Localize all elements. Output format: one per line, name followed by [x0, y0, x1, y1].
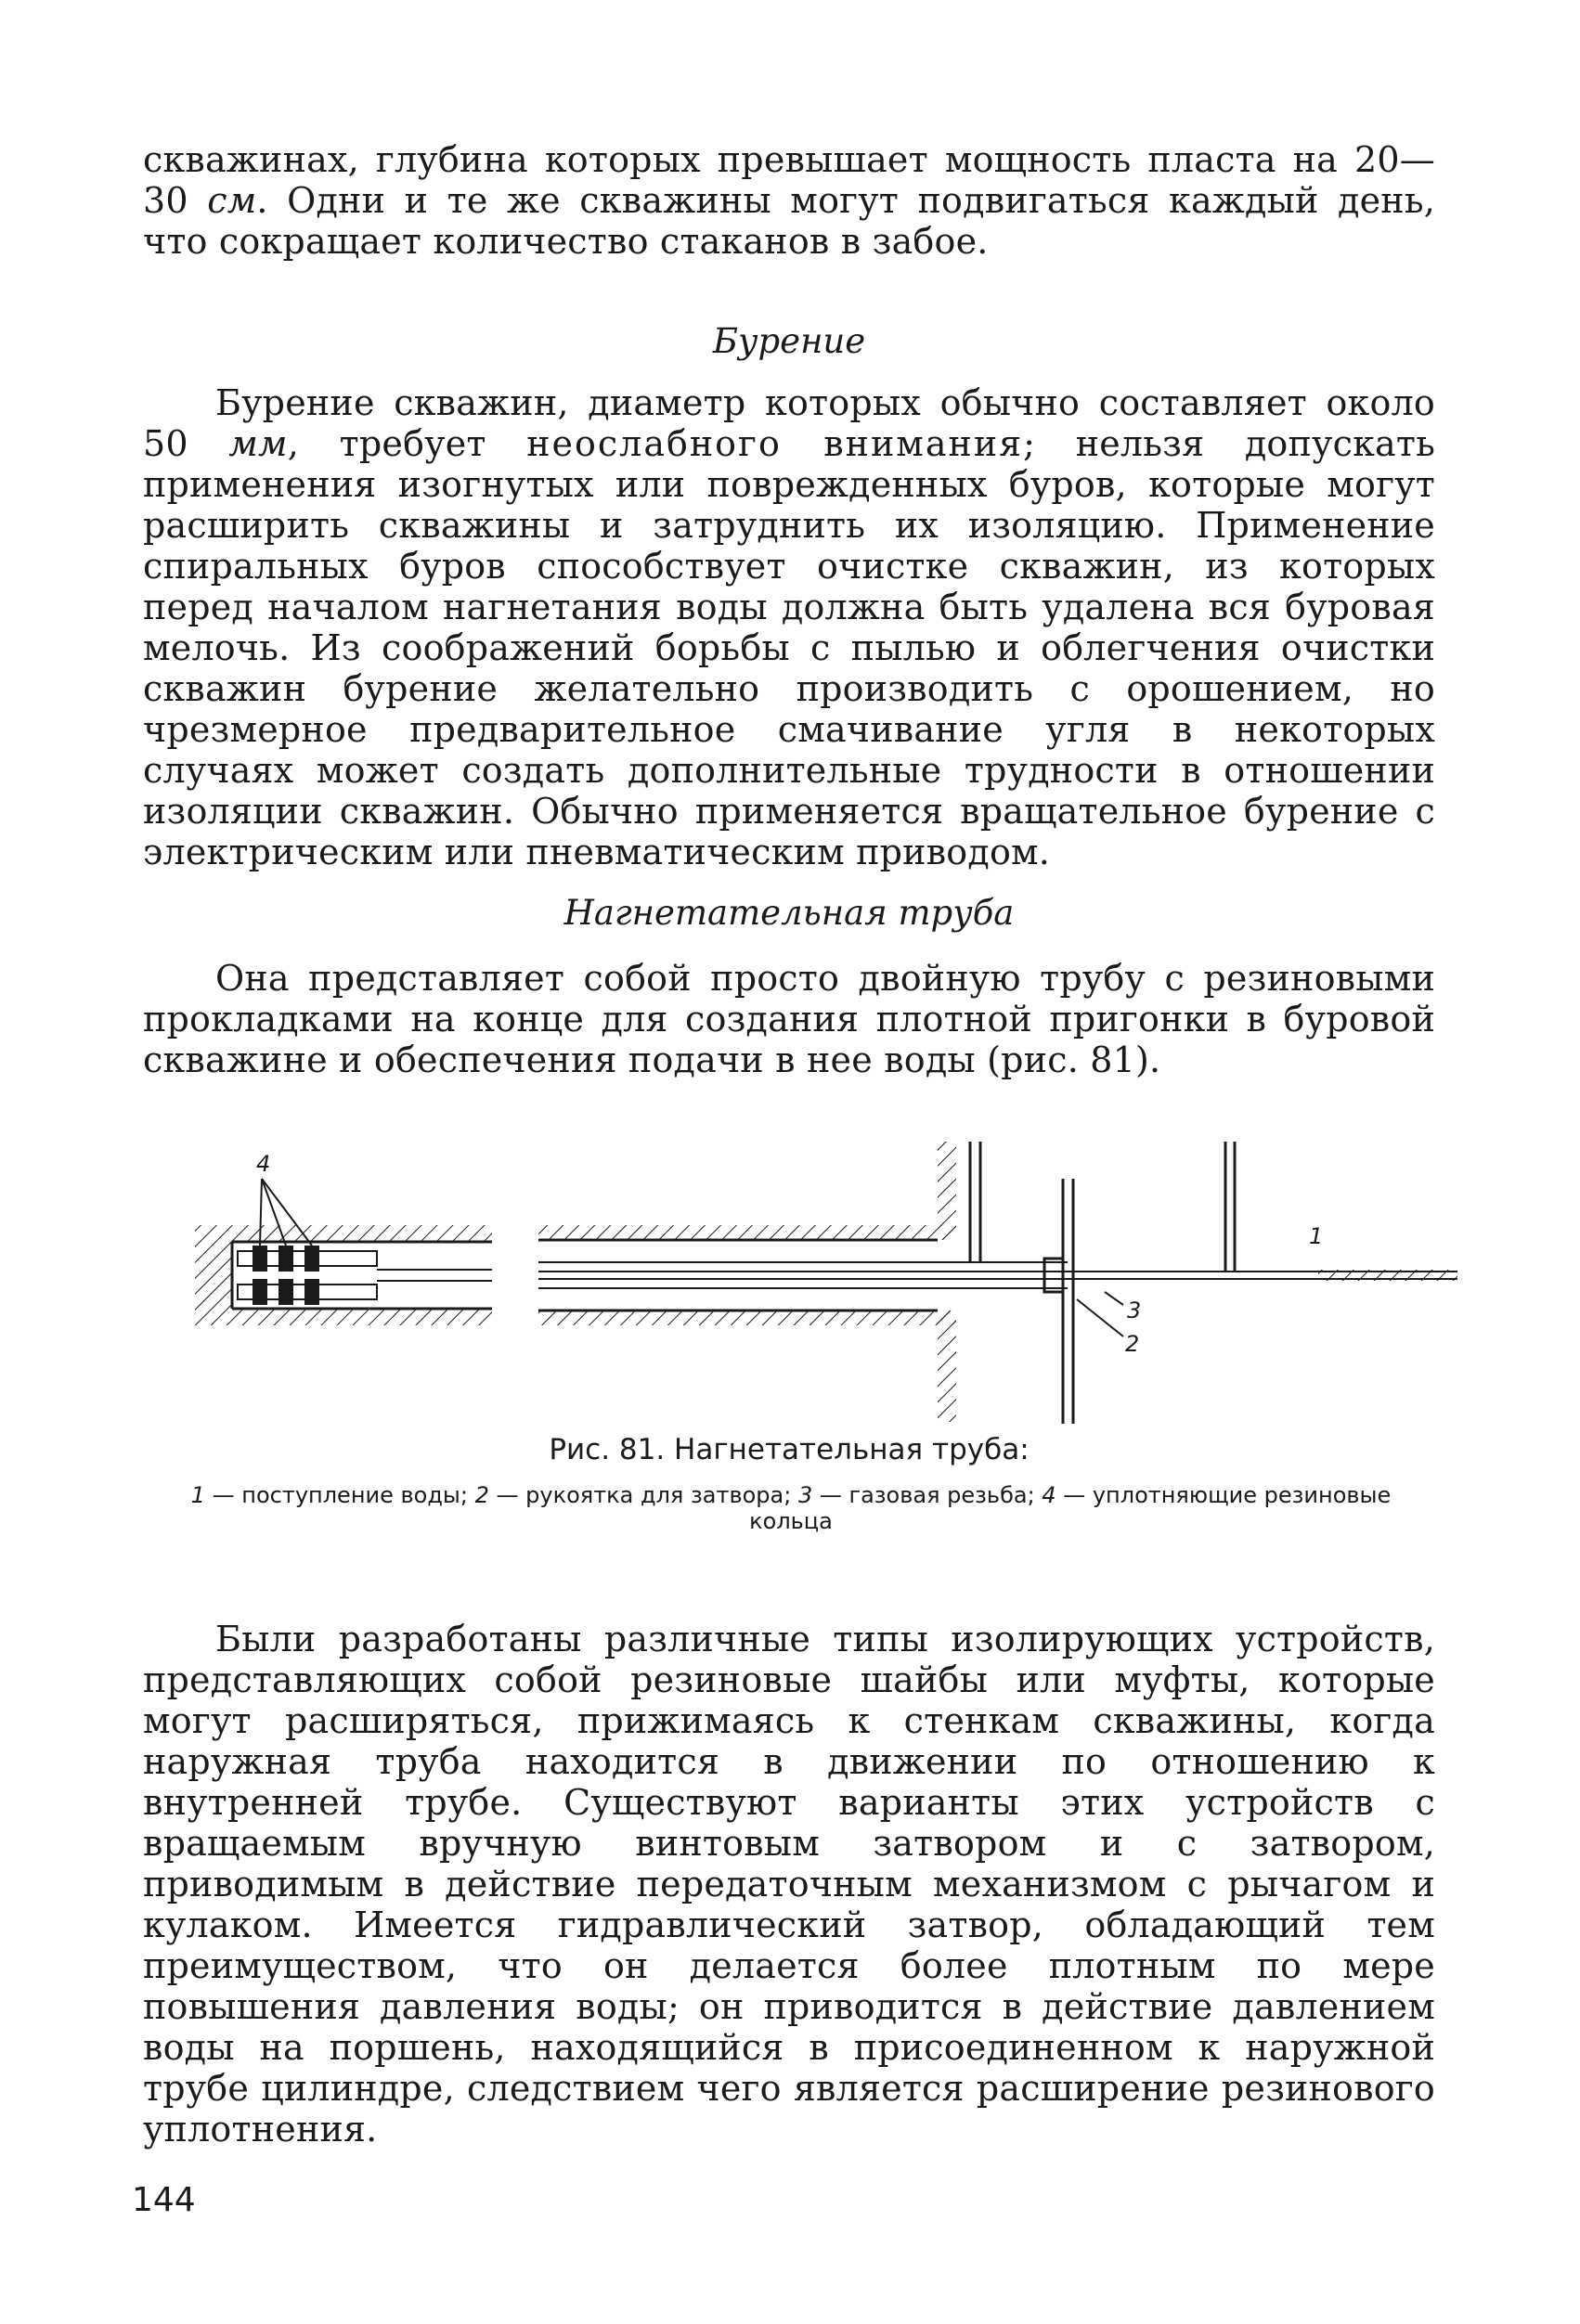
label-4: 4: [256, 1151, 271, 1177]
p2-text-a: Бурение скважин, диаметр которых обычно составляет около 50: [143, 382, 1435, 464]
figure-caption-title: Рис. 81. Нагнетательная труба:: [549, 1433, 1030, 1466]
legend-text-3: — газовая резьба;: [812, 1482, 1043, 1508]
p2-unit: мм: [228, 423, 288, 464]
legend-num-1: 1: [190, 1482, 206, 1508]
legend-text-2: — рукоятка для затвора;: [488, 1482, 798, 1508]
label-3: 3: [1127, 1298, 1142, 1323]
legend-text-1: — поступление воды;: [205, 1482, 475, 1508]
paragraph-continuation: [143, 139, 1435, 262]
p2-emphasis: неослабного внимания: [526, 423, 1024, 464]
legend-num-2: 2: [474, 1482, 489, 1508]
legend-num-3: 3: [797, 1482, 813, 1508]
paragraph-drilling: [143, 382, 1435, 872]
left-borehole-section: [195, 1151, 492, 1325]
paragraph-injection-pipe: Она представляет собой просто двойную трубу с резиновыми прокладками на конце для создания плотной пригонки в буровой скважине и обеспечения подачи в нее воды (рис. 81).: [143, 958, 1435, 1080]
paragraph-isolating-devices: Были разработаны различные типы изолирующих устройств, представляющих собой резиновые шайбы или муфты, которые могут расширяться, прижимаясь к стенкам скважины, когда наружная труба находится в движении по отношению к внутренней трубе. Существуют варианты этих устройств с вращаемым вручную винтовым затвором и с затвором, приводимым в действие передаточным механизмом с рычагом и кулаком. Имеется гидравлический затвор, обладающий тем преимуществом, что он делается более плотным по мере повышения давления воды; он приводится в действие давлением воды на поршень, находящийся в присоединенном к наружной трубе цилиндре, следствием чего является расширение резинового уплотнения.: [143, 1619, 1435, 2150]
p1-text-b: . Одни и те же скважины могут подвигаться каждый день, что сокращает количество стаканов в забое.: [143, 180, 1435, 262]
heading-injection-pipe: Нагнетательная труба: [563, 893, 1015, 933]
label-2: 2: [1125, 1331, 1140, 1357]
p1-unit: см: [207, 180, 257, 221]
p2-text-b: , требует: [287, 423, 527, 464]
figure-legend: [171, 1482, 1411, 1534]
page-number: 144: [132, 2181, 196, 2219]
p1-text-a: скважинах, глубина которых превышает мощность пласта на 20—30: [143, 139, 1435, 221]
legend-num-4: 4: [1042, 1482, 1056, 1508]
legend-text-4: — уплотняющие резиновые кольца: [749, 1482, 1392, 1534]
heading-drilling: Бурение: [712, 321, 866, 361]
label-1: 1: [1309, 1223, 1324, 1249]
p2-text-c: ; нельзя допускать применения изогнутых или поврежденных буров, которые могут расширить скважины и затруднить их изоляцию. Применение спиральных буров способствует очистке скважин, из которых перед началом нагнетания воды должна быть удалена вся буровая мелочь. Из соображений борьбы с пылью и облегчения очистки скважин бурение желательно производить с орошением, но чрезмерное предварительное смачивание угля в некоторых случаях может создать дополнительные трудности в отношении изоляции скважин. Обычно применяется вращательное бурение с электрическим или пневматическим приводом.: [143, 423, 1435, 872]
rubber-rings: [253, 1246, 319, 1305]
figure-81-injection-pipe: [176, 1123, 1457, 1429]
right-pipe-section: [538, 1142, 1457, 1424]
